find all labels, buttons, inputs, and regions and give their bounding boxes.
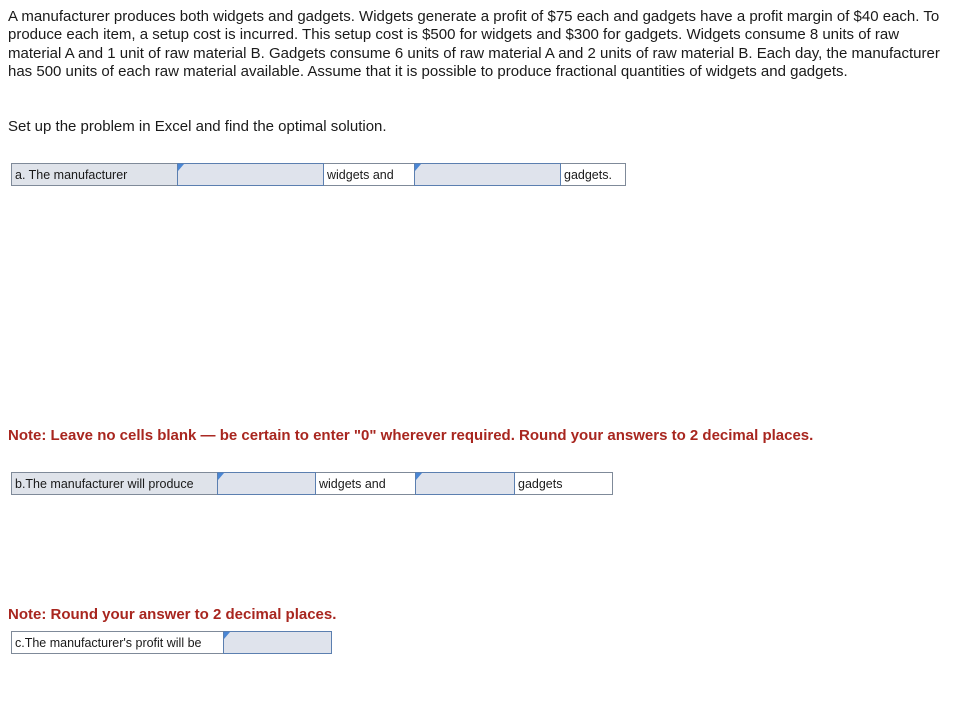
problem-text: A manufacturer produces both widgets and gadgets. Widgets generate a profit of $75 each and gadgets have a profit margin of $40 each. To produce each item, a setup cost is incurred. This setup cost is $500 for widgets and $300 for gadgets. Widgets consume 8 units of raw material A and 1 unit of raw material B. Gadgets consume 6 units of raw material A and 2 units of raw material B. Each day, the manufacturer has 500 units of each raw material available. Assume that it is possible to produce fractional quantities of widgets and gadgets. [8,8,940,81]
part-a-widgets-input[interactable] [178,164,323,185]
part-b-end-label: gadgets [514,472,613,495]
part-b-row [11,472,613,495]
part-c-profit-input-cell[interactable] [223,631,332,654]
part-b-mid-label: widgets and [315,472,416,495]
part-a-label: a. The manufacturer [11,163,178,186]
part-b-gadgets-input-cell[interactable] [415,472,515,495]
part-a-row [11,163,626,186]
part-a-mid-label: widgets and [323,163,415,186]
part-b-label: b.The manufacturer will produce [11,472,218,495]
part-b-gadgets-input[interactable] [416,473,514,494]
note-part-b: Note: Leave no cells blank — be certain to enter "0" wherever required. Round your answers to 2 decimal places. [8,427,814,444]
part-c-label: c.The manufacturer's profit will be [11,631,224,654]
part-a-widgets-input-cell[interactable] [177,163,324,186]
note-part-c: Note: Round your answer to 2 decimal places. [8,606,337,623]
part-c-row [11,631,332,654]
part-a-end-label: gadgets. [560,163,626,186]
part-b-widgets-input[interactable] [218,473,315,494]
part-b-widgets-input-cell[interactable] [217,472,316,495]
part-a-gadgets-input-cell[interactable] [414,163,561,186]
part-c-profit-input[interactable] [224,632,331,653]
part-a-gadgets-input[interactable] [415,164,560,185]
instruction-text: Set up the problem in Excel and find the optimal solution. [8,118,387,135]
